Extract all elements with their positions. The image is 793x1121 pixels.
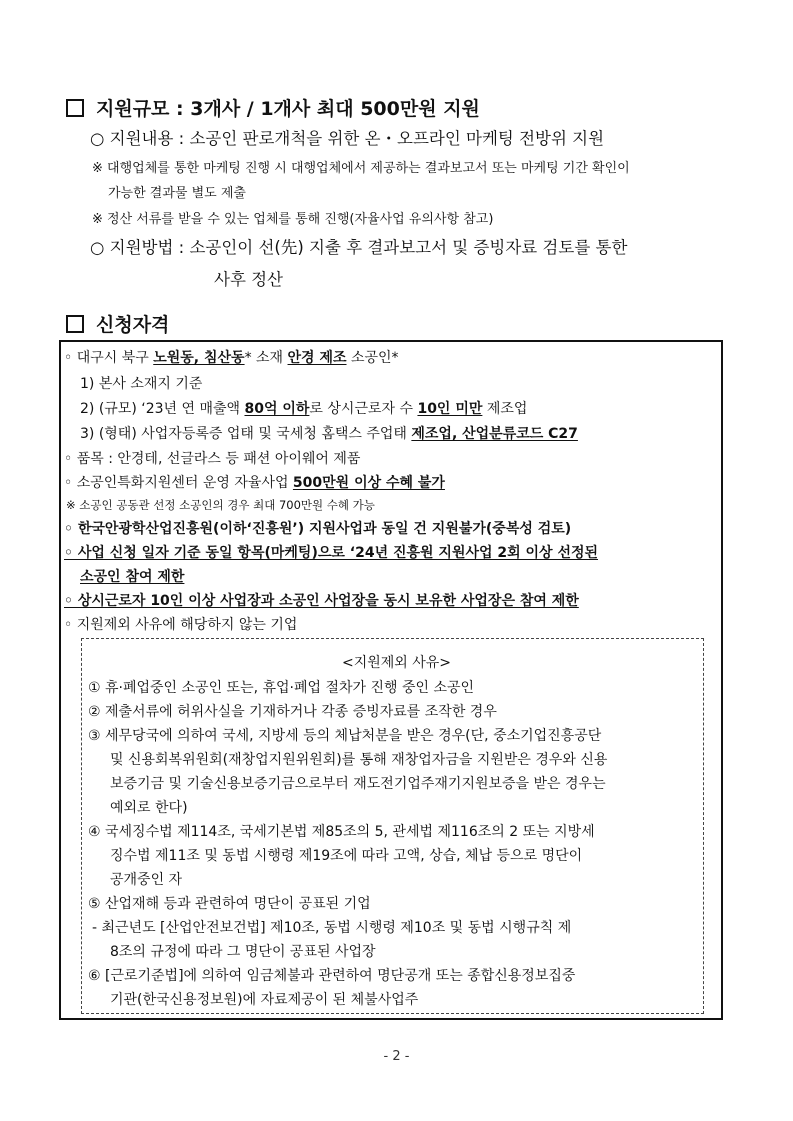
eligibility-hq: 1) 본사 소재지 기준 [80, 376, 203, 392]
eligibility-no-duplicate: ◦ 한국안광학산업진흥원(이하‘진흥원’) 지원사업과 동일 건 지원불가(중복성 검토) [64, 521, 572, 537]
exclusion-item: ⑥ [근로기준법]에 의하여 임금체불과 관련하여 명단공개 또는 종합신용정보집중 [88, 968, 576, 984]
section-title: 지원규모 : 3개사 / 1개사 최대 500만원 지원 [96, 98, 480, 120]
eligibility-repeat-limit: ◦ 사업 신청 일자 기준 동일 항목(마케팅)으로 ‘24년 진흥원 지원사업 2회 이상 선정된 [64, 545, 599, 561]
exclusion-subitem-cont: 8조의 규정에 따라 그 명단이 공표된 사업장 [110, 944, 376, 960]
note-agency: ※ 대행업체를 통한 마케팅 진행 시 대행업체에서 제공하는 결과보고서 또는 마케팅 기간 확인이 [92, 161, 630, 176]
exclusion-item: ① 휴·폐업중인 소공인 또는, 휴업·폐업 절차가 진행 중인 소공인 [88, 680, 475, 696]
page-number: - 2 - [383, 1049, 410, 1064]
exclusion-title: <지원제외 사유> [341, 655, 452, 671]
checkbox-square-icon [66, 99, 84, 117]
support-content: ○ 지원내용 : 소공인 판로개척을 위한 온・오프라인 마케팅 전방위 지원 [90, 129, 605, 148]
support-method-cont: 사후 정산 [214, 270, 284, 289]
checkbox-square-icon [66, 315, 84, 333]
section-heading-eligibility [66, 310, 169, 337]
note-joint-hall: ※ 소공인 공동관 선정 소공인의 경우 최대 700만원 수혜 가능 [66, 498, 375, 512]
eligibility-repeat-limit-cont: 소공인 참여 제한 [80, 569, 185, 585]
section-heading-support-scale [66, 94, 480, 121]
exclusion-subitem: - 최근년도 [산업안전보건법] 제10조, 동법 시행령 제10조 및 동법 시행규칙 제 [92, 920, 572, 936]
support-method: ○ 지원방법 : 소공인이 선(先) 지출 후 결과보고서 및 증빙자료 검토를 통한 [90, 238, 628, 257]
exclusion-item-cont: 징수법 제11조 및 동법 시행령 제19조에 따라 고액, 상습, 체납 등으로 명단이 [110, 848, 583, 864]
eligibility-items: ◦ 품목 : 안경테, 선글라스 등 패션 아이웨어 제품 [64, 451, 361, 467]
exclusion-item-cont: 예외로 한다) [110, 800, 188, 816]
note-agency-cont: 가능한 결과물 별도 제출 [108, 186, 246, 201]
eligibility-scale: 2) (규모) ‘23년 연 매출액 80억 이하로 상시근로자 수 10인 미만 제조업 [80, 401, 528, 417]
eligibility-location: ◦ 대구시 북구 노원동, 침산동* 소재 안경 제조 소공인* [64, 350, 399, 366]
exclusion-item-cont: 보증기금 및 기술신용보증기금으로부터 재도전기업주재기지원보증을 받은 경우는 [110, 776, 606, 792]
exclusion-item: ⑤ 산업재해 등과 관련하여 명단이 공표된 기업 [88, 896, 371, 912]
exclusion-item-cont: 기관(한국신용정보원)에 자료제공이 된 체불사업주 [110, 992, 419, 1008]
eligibility-type: 3) (형태) 사업자등록증 업태 및 국세청 홈택스 주업태 제조업, 산업분류코드 C27 [80, 426, 578, 442]
eligibility-benefit-limit: ◦ 소공인특화지원센터 운영 자율사업 500만원 이상 수혜 불가 [64, 475, 445, 491]
exclusion-item: ③ 세무당국에 의하여 국세, 지방세 등의 체납처분을 받은 경우(단, 중소기업진흥공단 [88, 728, 602, 744]
eligibility-exclusion-ref: ◦ 지원제외 사유에 해당하지 않는 기업 [64, 617, 298, 633]
exclusion-item-cont: 및 신용회복위원회(재창업지원위원회)를 통해 재창업자금을 지원받은 경우와 신용 [110, 752, 608, 768]
note-settlement: ※ 정산 서류를 받을 수 있는 업체를 통해 진행(자율사업 유의사항 참고) [92, 212, 494, 227]
eligibility-workplace-limit: ◦ 상시근로자 10인 이상 사업장과 소공인 사업장을 동시 보유한 사업장은 참여 제한 [64, 593, 579, 609]
exclusion-item-cont: 공개중인 자 [110, 872, 183, 888]
section-title: 신청자격 [96, 314, 170, 336]
exclusion-item: ② 제출서류에 허위사실을 기재하거나 각종 증빙자료를 조작한 경우 [88, 704, 497, 720]
exclusion-item: ④ 국세징수법 제114조, 국세기본법 제85조의 5, 관세법 제116조의 2 또는 지방세 [88, 824, 595, 840]
